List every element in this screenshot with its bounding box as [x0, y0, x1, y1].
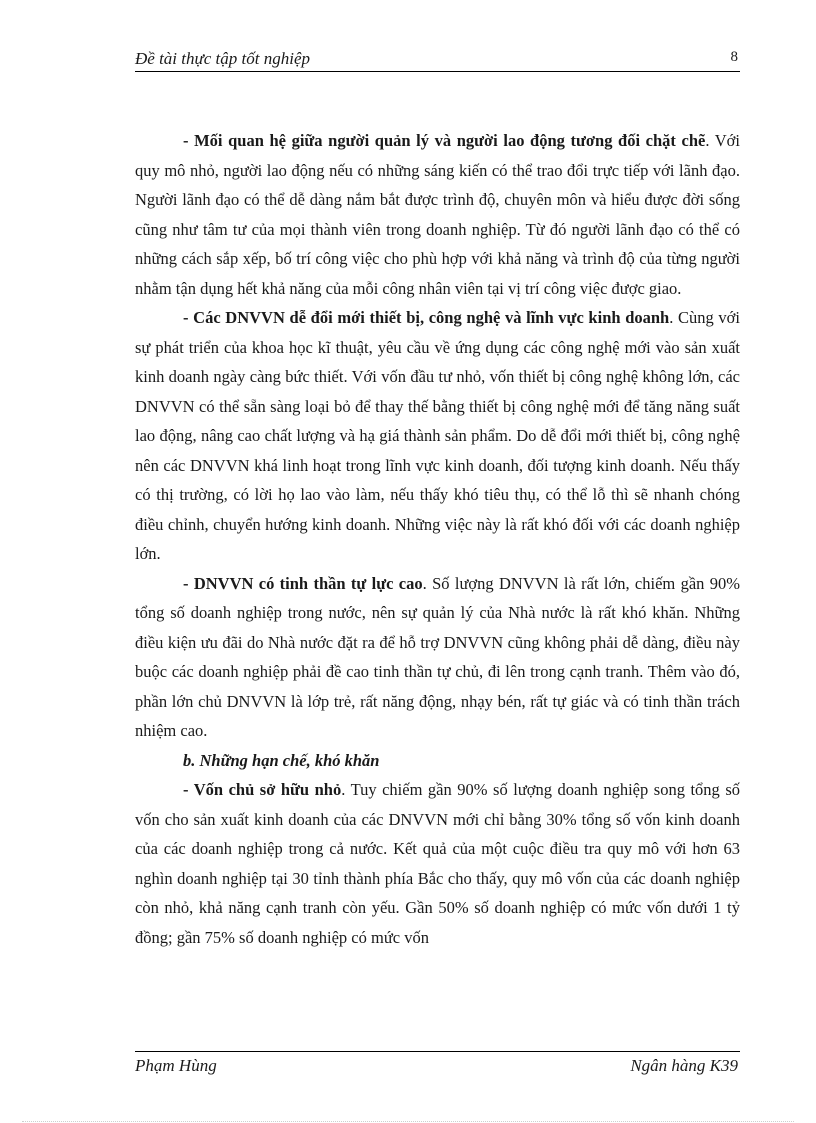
page-header: [135, 47, 740, 72]
paragraph-lead: - Các DNVVN dễ đổi mới thiết bị, công nghệ và lĩnh vực kinh doanh: [183, 308, 670, 327]
paragraph-equity-capital: [135, 775, 740, 952]
paragraph-lead: - Mối quan hệ giữa người quản lý và người lao động tương đối chặt chẽ: [183, 131, 706, 150]
paragraph-text: . Cùng với sự phát triển của khoa học kĩ thuật, yêu cầu về ứng dụng các công nghệ mới vào sản xuất kinh doanh ngày càng bức thiết. Với vốn đầu tư nhỏ, vốn thiết bị công nghệ không lớn, các DNVVN có thể sẵn sàng loại bỏ để thay thế bằng thiết bị công nghệ mới để tăng năng suất lao động, nâng cao chất lượng và hạ giá thành sản phẩm. Do dễ đổi mới thiết bị, công nghệ nên các DNVVN khá linh hoạt trong lĩnh vực kinh doanh, đối tượng kinh doanh. Nếu thấy có thị trường, có lời họ lao vào làm, nếu thấy khó tiêu thụ, có thể lỗ thì sẽ nhanh chóng điều chỉnh, chuyển hướng kinh doanh. Những việc này là rất khó đối với các doanh nghiệp lớn.: [135, 308, 740, 563]
footer-author: Phạm Hùng: [135, 1056, 217, 1075]
body-text: [135, 126, 740, 952]
paragraph-lead: - Vốn chủ sở hữu nhỏ: [183, 780, 342, 799]
footer-course: Ngân hàng K39: [630, 1056, 738, 1075]
paragraph-text: . Số lượng DNVVN là rất lớn, chiếm gần 90% tổng số doanh nghiệp trong nước, nên sự quản lý của Nhà nước là rất khó khăn. Những điều kiện ưu đãi do Nhà nước đặt ra để hỗ trợ DNVVN cũng không phải dễ dàng, điều này buộc các doanh nghiệp phải đề cao tinh thần tự chủ, đi lên trong cạnh tranh. Thêm vào đó, phần lớn chủ DNVVN là lớp trẻ, rất năng động, nhạy bén, rất tự giác và có tinh thần trách nhiệm cao.: [135, 573, 740, 740]
paragraph-management-relationship: [135, 126, 740, 303]
paragraph-technology-renewal: [135, 303, 740, 569]
page-footer: [135, 1051, 740, 1082]
page-edge-line: [22, 1121, 794, 1122]
paragraph-text: . Tuy chiếm gần 90% số lượng doanh nghiệp song tổng số vốn cho sản xuất kinh doanh của các DNVVN mới chỉ bằng 30% tổng số vốn kinh doanh của các doanh nghiệp trong cả nước. Kết quả của một cuộc điều tra quy mô với hơn 63 nghìn doanh nghiệp tại 30 tỉnh thành phía Bắc cho thấy, quy mô vốn của các doanh nghiệp còn nhỏ, khả năng cạnh tranh còn yếu. Gần 50% số doanh nghiệp có mức vốn dưới 1 tỷ đồng; gần 75% số doanh nghiệp có mức vốn: [135, 780, 740, 947]
paragraph-lead: - DNVVN có tinh thần tự lực cao: [183, 573, 423, 593]
paragraph-text: . Với quy mô nhỏ, người lao động nếu có những sáng kiến có thể trao đổi trực tiếp với lãnh đạo. Người lãnh đạo có thể dễ dàng nắm bắt được trình độ, chuyên môn và hiểu được đời sống cũng như tâm tư của mọi thành viên trong doanh nghiệp. Từ đó người lãnh đạo có thể có những cách sắp xếp, bố trí công việc cho phù hợp với khả năng và trình độ của từng người nhằm tận dụng hết khả năng của mỗi công nhân viên tại vị trí công việc được giao.: [135, 131, 740, 298]
paragraph-self-reliance: [135, 569, 740, 746]
header-title: Đề tài thực tập tốt nghiệp: [135, 49, 310, 68]
page-number: 8: [730, 49, 738, 65]
section-subheading: b. Những hạn chế, khó khăn: [183, 750, 380, 770]
